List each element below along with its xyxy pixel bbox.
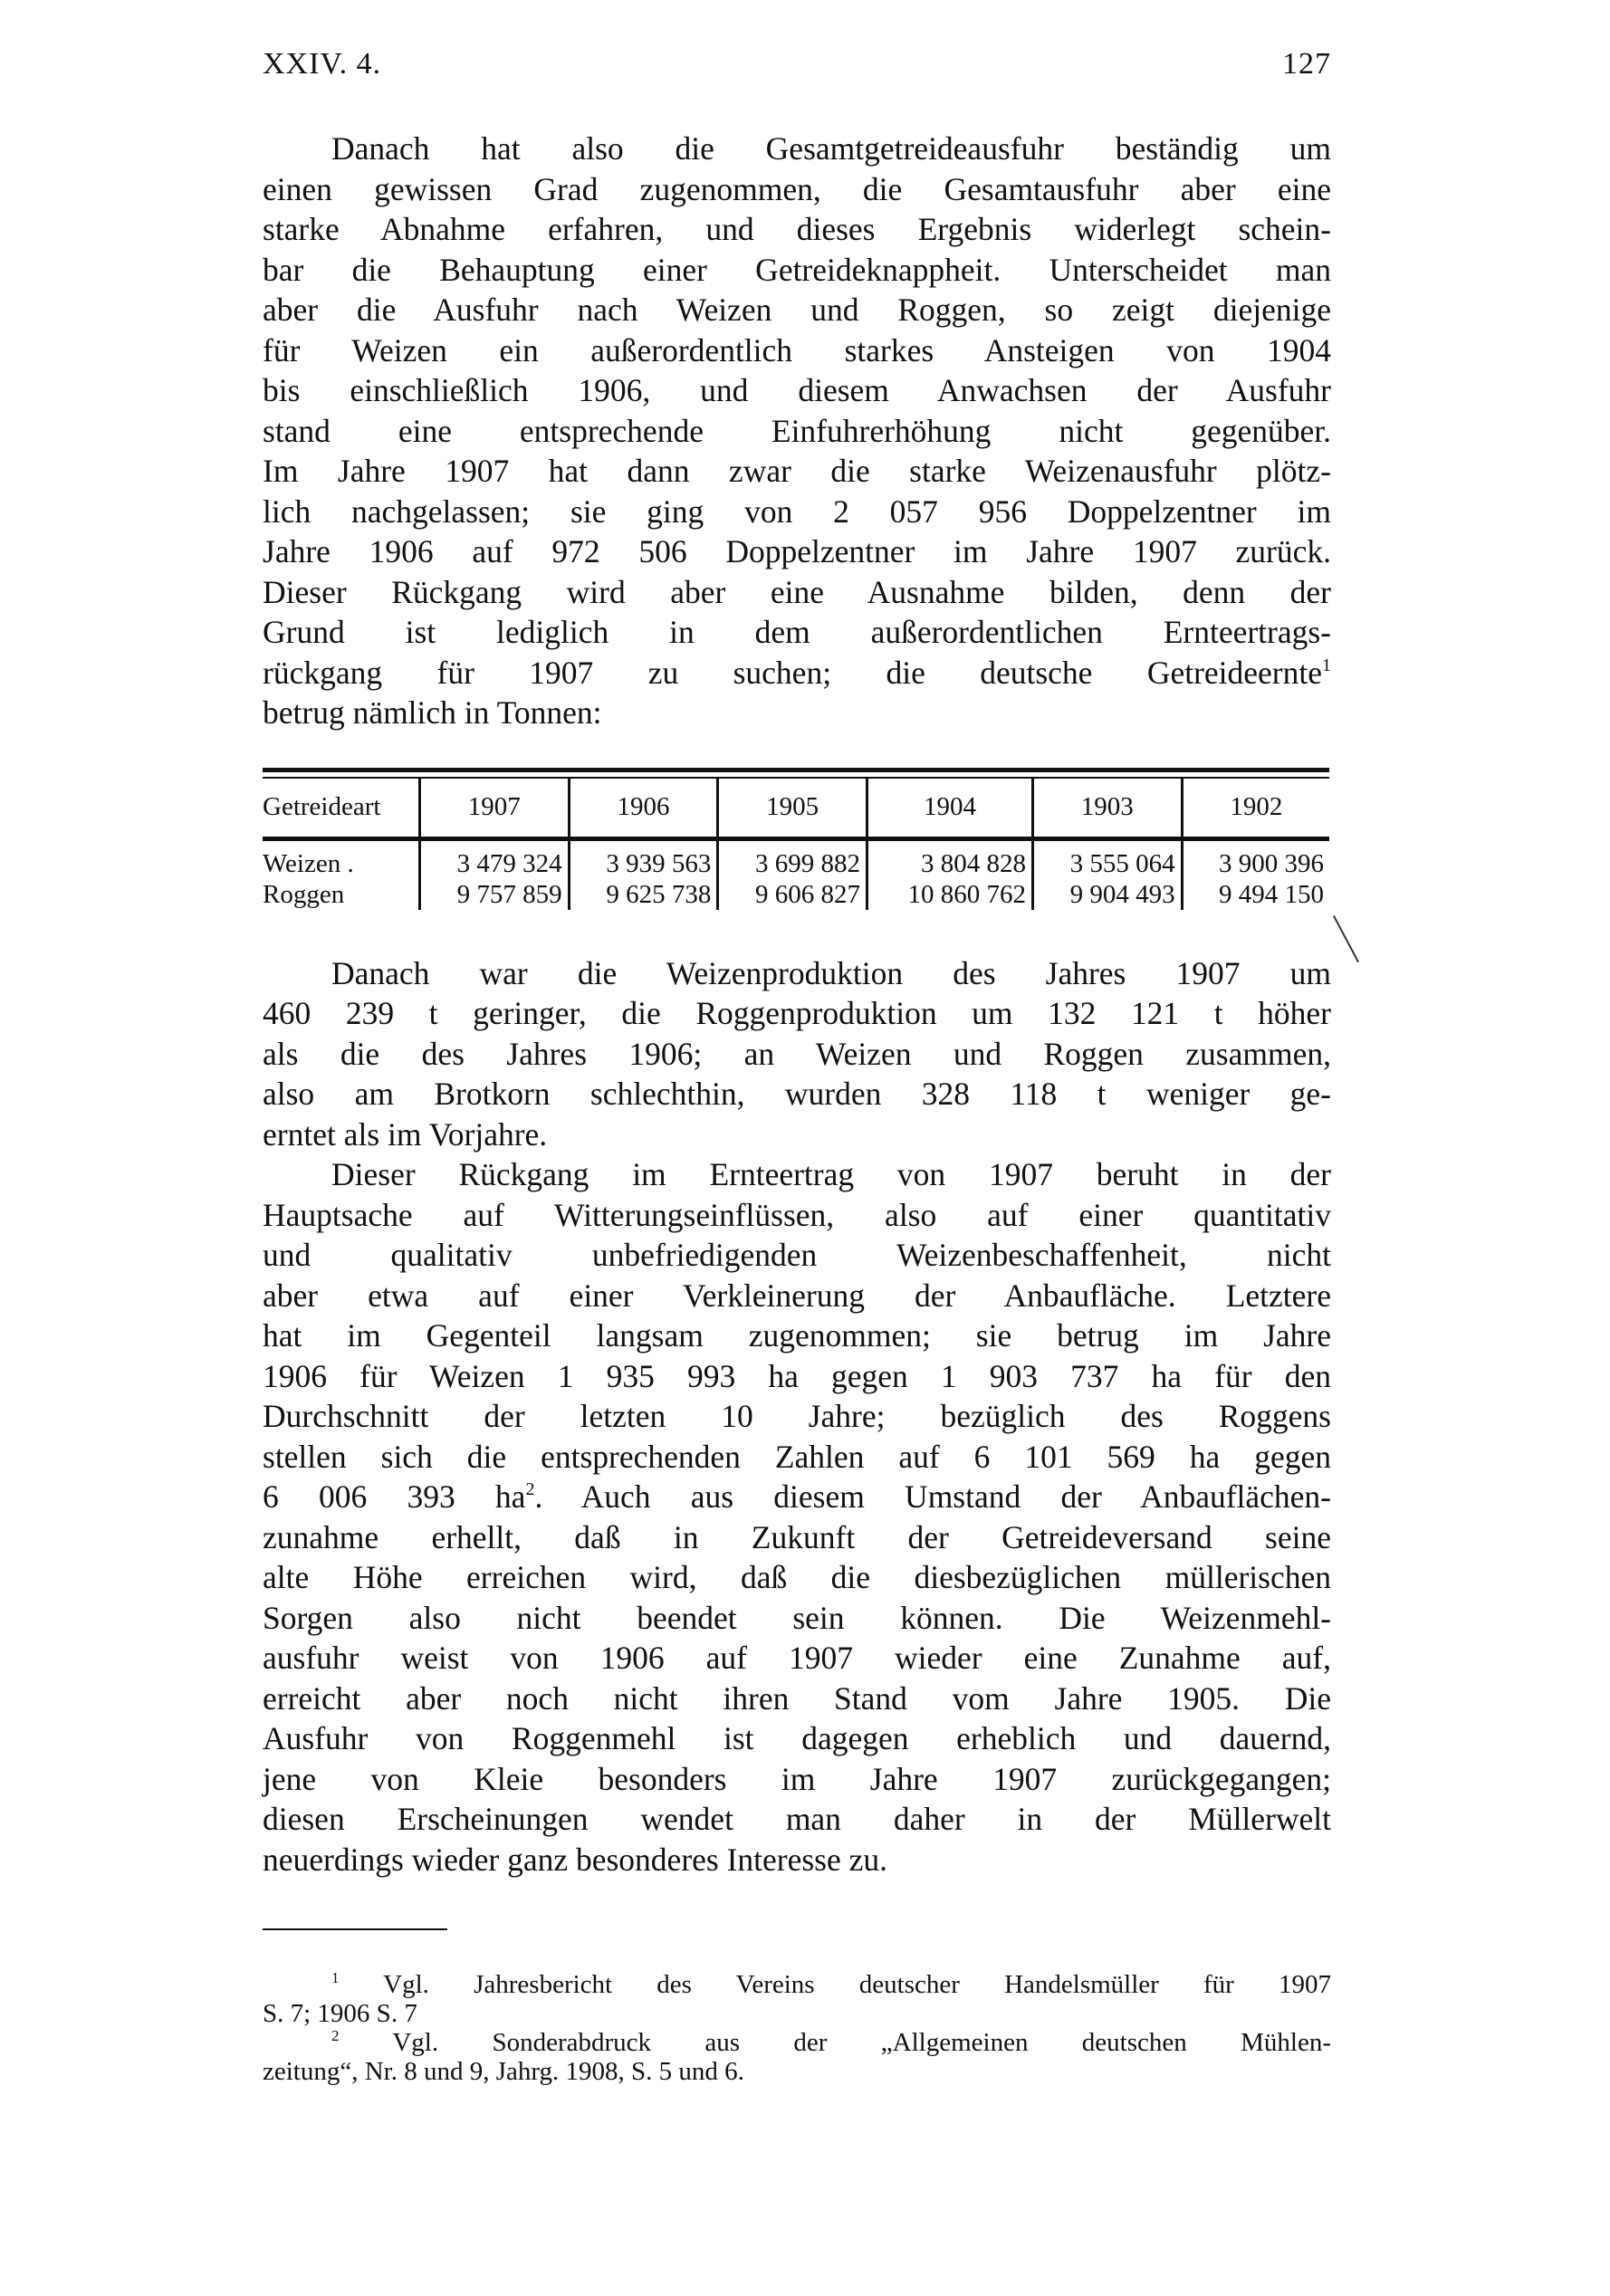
text-line: Sorgen also nicht beendet sein können. Die Weizenmehl-	[263, 1599, 1331, 1636]
footnote-2	[263, 2028, 1331, 2057]
table-cell: 3 900 396	[1182, 841, 1329, 879]
paragraph-3	[263, 1154, 1331, 1880]
table-cell: 9 494 150	[1182, 879, 1329, 910]
column-header: Getreideart	[263, 792, 381, 821]
footnote-2-cont: zeitung“, Nr. 8 und 9, Jahrg. 1908, S. 5 und 6.	[263, 2057, 744, 2086]
running-head	[263, 47, 1331, 101]
column-header: 1902	[1182, 779, 1329, 837]
text-line: betrug nämlich in Tonnen:	[263, 694, 602, 731]
table-cell: 9 904 493	[1032, 879, 1182, 910]
text-line: Ausfuhr von Roggenmehl ist dagegen erheblich und dauernd,	[263, 1720, 1331, 1756]
text-line: Dieser Rückgang wird aber eine Ausnahme bilden, denn der	[263, 573, 1331, 610]
table-cell: 3 479 324	[419, 841, 569, 879]
footnote-number: 2	[331, 2027, 340, 2044]
text-line: Dieser Rückgang im Ernteertrag von 1907 beruht in der	[331, 1156, 1331, 1192]
footnote-number: 1	[331, 1969, 340, 1986]
table-header-row	[263, 779, 1329, 837]
column-header: 1903	[1032, 779, 1182, 837]
footnote-text: Vgl. Sonderabdruck aus der „Allgemeinen deutschen Mühlen-	[392, 2028, 1331, 2057]
text-line: ausfuhr weist von 1906 auf 1907 wieder eine Zunahme auf,	[263, 1640, 1331, 1676]
footnote-ref-2[interactable]: 2	[525, 1479, 535, 1499]
table-cell: 3 555 064	[1032, 841, 1182, 879]
column-header: 1905	[718, 779, 867, 837]
footnote-1-cont: S. 7; 1906 S. 7	[263, 1999, 417, 2028]
table-row	[263, 841, 1329, 879]
text-line	[263, 653, 1331, 694]
table-cell: 9 757 859	[419, 879, 569, 910]
text-line: Im Jahre 1907 hat dann zwar die starke Weizenausfuhr plötz-	[263, 453, 1331, 489]
text-segment: rückgang für 1907 zu suchen; die deutsche Getreideernte	[263, 654, 1322, 691]
table-cell: 3 699 882	[718, 841, 867, 879]
text-line: neuerdings wieder ganz besonderes Interesse zu.	[263, 1841, 887, 1878]
text-line: bar die Behauptung einer Getreideknappheit. Unterscheidet man	[263, 251, 1331, 288]
text-line: und qualitativ unbefriedigenden Weizenbeschaffenheit, nicht	[263, 1237, 1331, 1273]
footnote-text: Vgl. Jahresbericht des Vereins deutscher Handelsmüller für 1907	[383, 1970, 1331, 1999]
text-line: erreicht aber noch nicht ihren Stand vom Jahre 1905. Die	[263, 1679, 1331, 1717]
text-line: Durchschnitt der letzten 10 Jahre; bezüglich des Roggens	[263, 1398, 1331, 1434]
text-line: Grund ist lediglich in dem außerordentlichen Ernteertrags-	[263, 614, 1331, 650]
text-line: erntet als im Vorjahre.	[263, 1115, 548, 1153]
text-line: alte Höhe erreichen wird, daß die diesbezüglichen müllerischen	[263, 1559, 1331, 1595]
book-page	[263, 47, 1331, 2086]
text-line: aber die Ausfuhr nach Weizen und Roggen, so zeigt diejenige	[263, 292, 1331, 328]
text-line: also am Brotkorn schlechthin, wurden 328 118 t weniger ge-	[263, 1076, 1331, 1112]
text-line: Danach hat also die Gesamtgetreideausfuhr beständig um	[331, 130, 1331, 167]
text-line: diesen Erscheinungen wendet man daher in der Müllerwelt	[263, 1801, 1331, 1837]
footnotes	[263, 1970, 1331, 2086]
page-number: 127	[1282, 47, 1331, 81]
text-line: einen gewissen Grad zugenommen, die Gesamtausfuhr aber eine	[263, 170, 1331, 207]
text-line: zunahme erhellt, daß in Zukunft der Getreideversand seine	[263, 1518, 1331, 1555]
footnote-separator	[263, 1928, 447, 1930]
table-row	[263, 879, 1329, 910]
text-line: für Weizen ein außerordentlich starkes Ansteigen von 1904	[263, 331, 1331, 368]
margin-pencil-mark	[1333, 915, 1359, 962]
text-line	[263, 1477, 1331, 1517]
text-line: jene von Kleie besonders im Jahre 1907 zurückgegangen;	[263, 1760, 1331, 1797]
footnote-1	[263, 1970, 1331, 1999]
row-label: Weizen .	[263, 848, 354, 878]
text-line: lich nachgelassen; sie ging von 2 057 956 Doppelzentner im	[263, 493, 1331, 530]
text-line: stellen sich die entsprechenden Zahlen auf 6 101 569 ha gegen	[263, 1438, 1331, 1475]
text-line: 1906 für Weizen 1 935 993 ha gegen 1 903 737 ha für den	[263, 1357, 1331, 1394]
grain-harvest-table	[263, 768, 1329, 910]
text-line: 460 239 t geringer, die Roggenproduktion um 132 121 t höher	[263, 995, 1331, 1031]
text-line: Hauptsache auf Witterungseinflüssen, also auf einer quantitativ	[263, 1196, 1331, 1233]
table-cell: 9 606 827	[718, 879, 867, 910]
text-line: Jahre 1906 auf 972 506 Doppelzentner im Jahre 1907 zurück.	[263, 533, 1331, 569]
paragraph-2	[263, 953, 1331, 1155]
table-cell: 10 860 762	[867, 879, 1033, 910]
paragraph-1	[263, 129, 1331, 733]
row-label: Roggen	[263, 879, 345, 909]
text-line: starke Abnahme erfahren, und dieses Ergebnis widerlegt schein-	[263, 211, 1331, 247]
text-line: als die des Jahres 1906; an Weizen und Roggen zusammen,	[263, 1035, 1331, 1072]
section-label: XXIV. 4.	[263, 47, 382, 81]
table-cell: 3 939 563	[569, 841, 718, 879]
column-header: 1906	[569, 779, 718, 837]
text-line: stand eine entsprechende Einfuhrerhöhung nicht gegenüber.	[263, 412, 1331, 449]
column-header: 1907	[419, 779, 569, 837]
text-segment: 6 006 393 ha	[263, 1478, 526, 1515]
text-line: hat im Gegenteil langsam zugenommen; sie betrug im Jahre	[263, 1317, 1331, 1354]
table-cell: 9 625 738	[569, 879, 718, 910]
footnote-ref-1[interactable]: 1	[1322, 655, 1331, 675]
text-line: bis einschließlich 1906, und diesem Anwachsen der Ausfuhr	[263, 372, 1331, 408]
column-header: 1904	[867, 779, 1033, 837]
harvest-table	[263, 779, 1329, 910]
table-cell: 3 804 828	[867, 841, 1033, 879]
text-line: aber etwa auf einer Verkleinerung der Anbaufläche. Letztere	[263, 1277, 1331, 1314]
text-line: Danach war die Weizenproduktion des Jahres 1907 um	[331, 954, 1331, 991]
text-segment: . Auch aus diesem Umstand der Anbauflächen-	[534, 1478, 1331, 1515]
table-top-rule	[263, 768, 1329, 772]
